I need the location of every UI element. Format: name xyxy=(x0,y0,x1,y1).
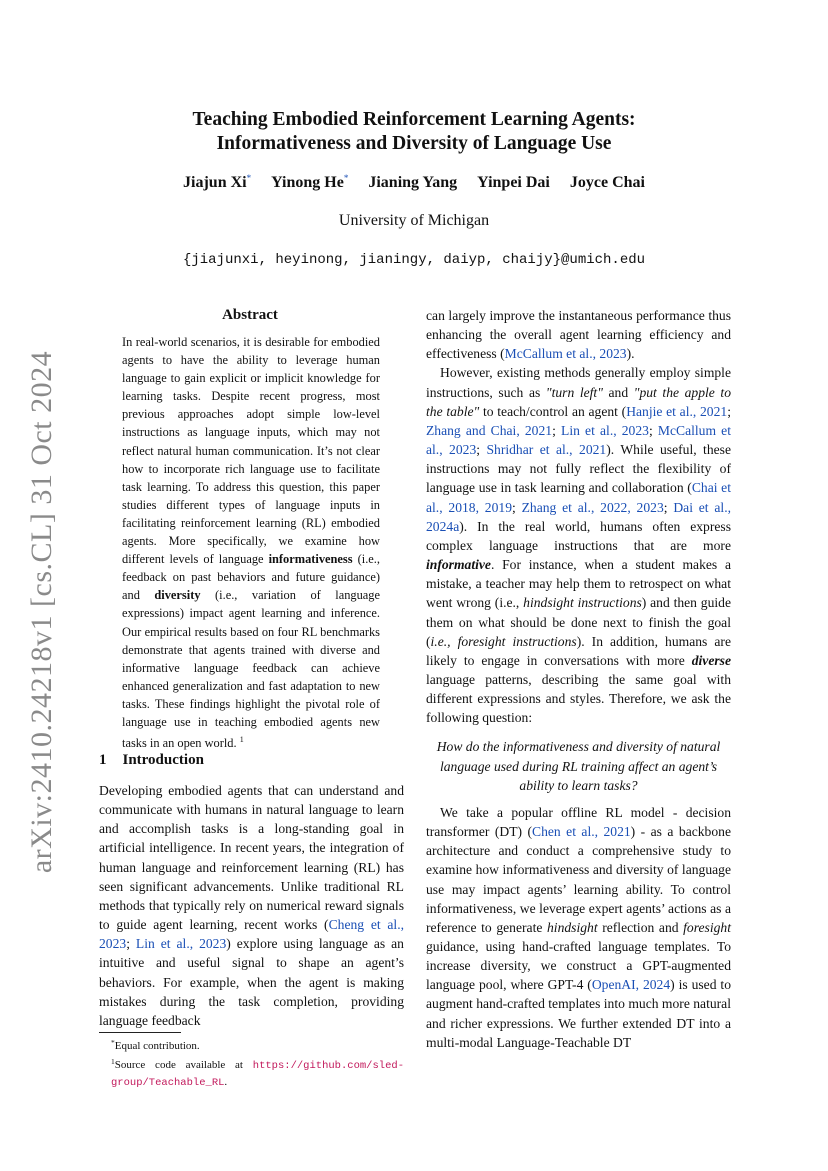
section-heading-introduction xyxy=(99,752,204,769)
title-line-1: Teaching Embodied Reinforcement Learning Agents: xyxy=(192,109,636,130)
author-emails: {jiajunxi, heyinong, jianingy, daiyp, chaijy}@umich.edu xyxy=(182,252,646,268)
section-title: Introduction xyxy=(122,752,204,768)
citation-link[interactable]: Lin et al., 2023 xyxy=(561,422,649,438)
footnote-divider xyxy=(99,1032,181,1033)
citation-link[interactable]: Dai et al., 2024a xyxy=(426,499,732,534)
abstract-heading: Abstract xyxy=(222,307,278,323)
keyword-diverse: diverse xyxy=(691,652,731,668)
citation-link[interactable]: Lin et al., 2023 xyxy=(135,936,227,952)
author: Jiajun Xi* xyxy=(183,173,252,191)
citation-link[interactable]: McCallum et al., 2023 xyxy=(504,346,627,362)
title-line-2: Informativeness and Diversity of Language Use xyxy=(216,133,612,154)
right-column xyxy=(426,306,731,1052)
section-number: 1 xyxy=(99,752,107,768)
intro-paragraph: Developing embodied agents that can understand and communicate with humans in natural language to learn and accomplish tasks is a long-standing goal in artificial intelligence. In recent years, the integration of human language and reinforcement learning (RL) has seen significant advancements. Unlike traditional RL methods that typically rely on numerical reward signals to guide agent learning, recent works (Cheng et al., 2023; Lin et al., 2023) explore using language as an intuitive and useful signal to shape an agent’s behaviors. For example, when the agent is making mistakes during the task completion, providing language feedback xyxy=(99,783,404,1028)
author: Yinpei Dai xyxy=(477,174,550,191)
citation-link[interactable]: Chai et al., 2018, 2019 xyxy=(426,480,731,515)
affiliation: University of Michigan xyxy=(338,212,490,229)
footnotes xyxy=(99,1035,404,1091)
keyword-informativeness: informativeness xyxy=(268,552,353,567)
arxiv-identifier: arXiv:2410.24218v1 [cs.CL] 31 Oct 2024 xyxy=(25,350,58,874)
author-list xyxy=(0,173,828,192)
citation-link[interactable]: Hanjie et al., 2021 xyxy=(626,403,728,419)
abstract-text: In real-world scenarios, it is desirable for embodied agents to have the ability to leverage human language to gain explicit or implicit knowledge for learning tasks. Despite recent progress, most previous approaches adopt simple low-level instructions as language inputs, which may not reflect natural human communication. It’s not clear how to incorporate rich language use to facilitate task learning. To address this question, this paper studies different types of language inputs in facilitating reinforcement learning (RL) embodied agents. More specifically, we examine how different levels of language informativeness (i.e., feedback on past behaviors and future guidance) and diversity (i.e., variation of language expressions) impact agent learning and inference. Our empirical results based on four RL benchmarks demonstrate that agents trained with diverse and informative language feedback can achieve enhanced generalization and fast adaptation to new tasks. These findings highlight the pivotal role of language use in teaching embodied agents new tasks in an open world. $^1$ xyxy=(122,335,381,751)
keyword-diversity: diversity xyxy=(154,588,201,603)
citation-link[interactable]: Zhang et al., 2022, 2023 xyxy=(521,499,664,515)
source-code-link[interactable]: https://github.com/sled-group/Teachable_RL xyxy=(111,1060,404,1089)
citation-link[interactable]: OpenAI, 2024 xyxy=(591,977,671,993)
citation-link[interactable]: Chen et al., 2021 xyxy=(532,824,631,840)
equal-contribution-mark[interactable]: * xyxy=(343,173,349,183)
author: Yinong He* xyxy=(271,173,349,191)
research-question: How do the informativeness and diversity of natural language used during RL training affect an agent’s ability to learn tasks? xyxy=(436,739,721,793)
paragraph: However, existing methods generally employ simple instructions, such as "turn left" and "put the apple to the table" to teach/control an agent (Hanjie et al., 2021; Zhang and Chai, 2021; Lin et al., 2023; McCallum et al., 2023; Shridhar et al., 2021). While useful, these instructions may not fully reflect the flexibility of language use in task learning and collaboration (Chai et al., 2018, 2019; Zhang et al., 2022, 2023; Dai et al., 2024a). In the real world, humans often express complex language instructions that are more informative. For instance, when a student makes a mistake, a teacher may help them to retrospect on what went wrong (i.e., hindsight instructions) and then guide them on what should be done next to finish the goal (i.e., foresight instructions). In addition, humans are likely to engage in conversations with more diverse language patterns, describing the same goal with different expressions and styles. Therefore, we ask the following question: xyxy=(426,365,732,726)
paragraph: can largely improve the instantaneous performance thus enhancing the overall agent learning efficiency and effectiveness (McCallum et al., 2023). xyxy=(426,308,731,362)
author: Jianing Yang xyxy=(368,174,458,191)
author: Joyce Chai xyxy=(569,174,645,191)
footnote-source-code: $^1$Source code available at https://github.com/sled-group/Teachable_RL. xyxy=(111,1057,404,1089)
keyword-informative: informative xyxy=(426,557,491,573)
citation-link[interactable]: Zhang and Chai, 2021 xyxy=(426,422,553,438)
paper-title xyxy=(0,108,828,156)
equal-contribution-mark[interactable]: * xyxy=(246,173,252,183)
paragraph: We take a popular offline RL model - decision transformer (DT) (Chen et al., 2021) - as a backbone architecture and conduct a comprehensive study to examine how informativeness and diversity of language use may impact agents’ learning ability. To control informativeness, we leverage expert agents’ actions as a reference to generate hindsight reflection and foresight guidance, using hand-crafted language templates. To increase diversity, we construct a GPT-augmented language pool, where GPT-4 (OpenAI, 2024) is used to augment hand-crafted templates into much more natural and richer expressions. We further extended DT into a multi-modal Language-Teachable DT xyxy=(426,804,732,1050)
footnote-equal-contribution: *Equal contribution. xyxy=(111,1038,200,1052)
citation-link[interactable]: McCallum et al., 2023 xyxy=(426,422,731,458)
citation-link[interactable]: Shridhar et al., 2021 xyxy=(486,442,607,458)
citation-link[interactable]: Cheng et al., 2023 xyxy=(99,917,404,952)
footnote-ref[interactable]: 1 xyxy=(239,735,244,745)
